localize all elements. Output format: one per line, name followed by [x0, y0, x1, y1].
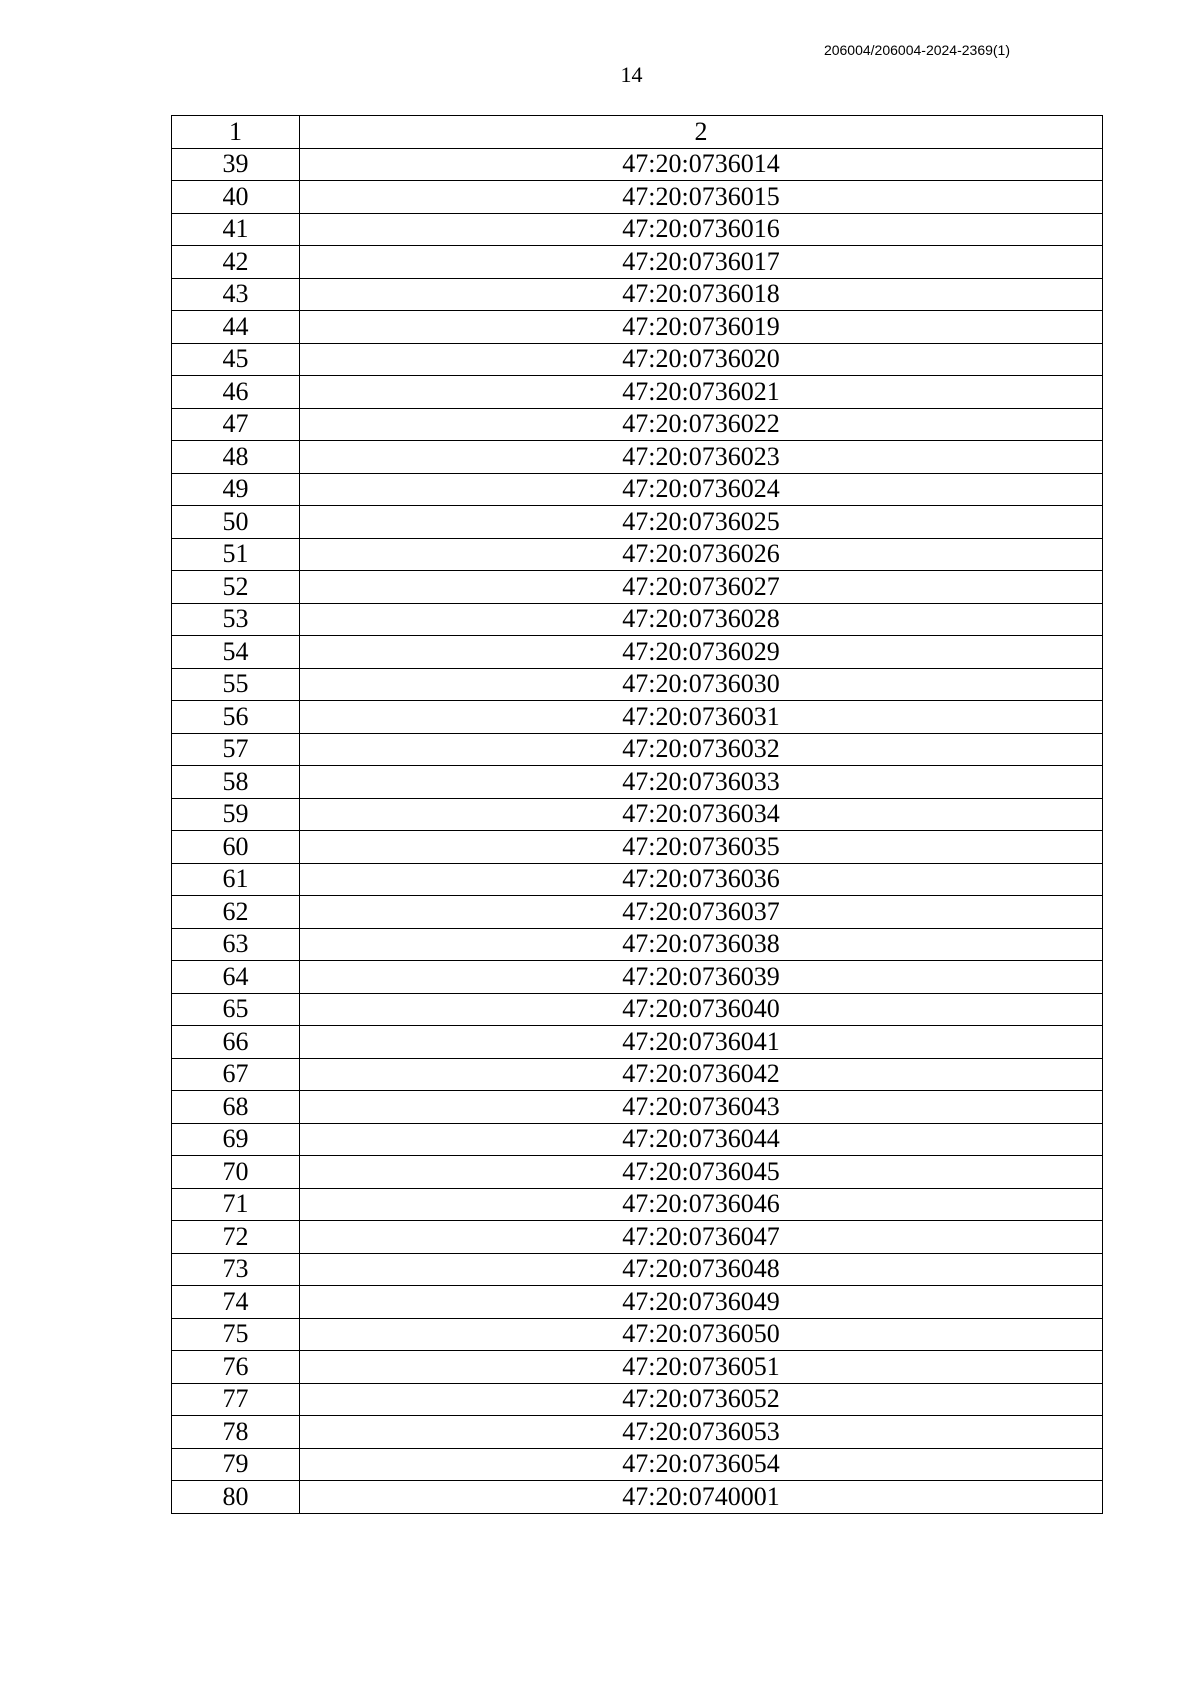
row-number-cell: 54 [172, 636, 300, 669]
row-number-cell: 63 [172, 928, 300, 961]
cadastral-number-cell: 47:20:0736015 [300, 181, 1103, 214]
row-number-cell: 39 [172, 148, 300, 181]
row-number-cell: 45 [172, 343, 300, 376]
table-row [172, 571, 1103, 604]
row-number-cell: 55 [172, 668, 300, 701]
row-number-cell: 56 [172, 701, 300, 734]
cadastral-number-cell: 47:20:0736020 [300, 343, 1103, 376]
cadastral-number-cell: 47:20:0736030 [300, 668, 1103, 701]
cadastral-number-cell: 47:20:0736022 [300, 408, 1103, 441]
cadastral-number-cell: 47:20:0736037 [300, 896, 1103, 929]
cadastral-number-cell: 47:20:0736045 [300, 1156, 1103, 1189]
cadastral-number-cell: 47:20:0736038 [300, 928, 1103, 961]
row-number-cell: 60 [172, 831, 300, 864]
row-number-cell: 68 [172, 1091, 300, 1124]
table-row [172, 668, 1103, 701]
cadastral-number-cell: 47:20:0736021 [300, 376, 1103, 409]
cadastral-number-cell: 47:20:0736028 [300, 603, 1103, 636]
cadastral-number-cell: 47:20:0736033 [300, 766, 1103, 799]
table-row [172, 993, 1103, 1026]
row-number-cell: 76 [172, 1351, 300, 1384]
row-number-cell: 79 [172, 1448, 300, 1481]
table-row [172, 506, 1103, 539]
table-row [172, 1481, 1103, 1514]
column-header-2: 2 [300, 116, 1103, 149]
cadastral-number-cell: 47:20:0736035 [300, 831, 1103, 864]
row-number-cell: 64 [172, 961, 300, 994]
table-row [172, 603, 1103, 636]
cadastral-number-cell: 47:20:0736036 [300, 863, 1103, 896]
table-row [172, 311, 1103, 344]
table-row [172, 733, 1103, 766]
table-row [172, 831, 1103, 864]
row-number-cell: 73 [172, 1253, 300, 1286]
table-row [172, 246, 1103, 279]
cadastral-number-cell: 47:20:0736034 [300, 798, 1103, 831]
row-number-cell: 58 [172, 766, 300, 799]
cadastral-number-cell: 47:20:0736046 [300, 1188, 1103, 1221]
cadastral-number-cell: 47:20:0736025 [300, 506, 1103, 539]
row-number-cell: 66 [172, 1026, 300, 1059]
row-number-cell: 70 [172, 1156, 300, 1189]
row-number-cell: 78 [172, 1416, 300, 1449]
cadastral-number-cell: 47:20:0736016 [300, 213, 1103, 246]
table-row [172, 701, 1103, 734]
cadastral-number-cell: 47:20:0736023 [300, 441, 1103, 474]
table-header-row [172, 116, 1103, 149]
table-row [172, 863, 1103, 896]
cadastral-number-cell: 47:20:0740001 [300, 1481, 1103, 1514]
row-number-cell: 62 [172, 896, 300, 929]
row-number-cell: 48 [172, 441, 300, 474]
row-number-cell: 43 [172, 278, 300, 311]
table-row [172, 1448, 1103, 1481]
cadastral-number-cell: 47:20:0736051 [300, 1351, 1103, 1384]
row-number-cell: 69 [172, 1123, 300, 1156]
table-row [172, 538, 1103, 571]
row-number-cell: 72 [172, 1221, 300, 1254]
row-number-cell: 61 [172, 863, 300, 896]
cadastral-number-cell: 47:20:0736050 [300, 1318, 1103, 1351]
table-row [172, 1058, 1103, 1091]
cadastral-number-cell: 47:20:0736042 [300, 1058, 1103, 1091]
cadastral-number-cell: 47:20:0736043 [300, 1091, 1103, 1124]
row-number-cell: 42 [172, 246, 300, 279]
table-row [172, 928, 1103, 961]
table-row [172, 1351, 1103, 1384]
table-row [172, 408, 1103, 441]
cadastral-number-cell: 47:20:0736041 [300, 1026, 1103, 1059]
table-row [172, 798, 1103, 831]
cadastral-number-cell: 47:20:0736014 [300, 148, 1103, 181]
table-row [172, 1318, 1103, 1351]
row-number-cell: 41 [172, 213, 300, 246]
cadastral-number-cell: 47:20:0736018 [300, 278, 1103, 311]
table-row [172, 1091, 1103, 1124]
table-row [172, 1156, 1103, 1189]
row-number-cell: 75 [172, 1318, 300, 1351]
document-id: 206004/206004-2024-2369(1) [823, 42, 1010, 58]
table-row [172, 1188, 1103, 1221]
table-row [172, 1026, 1103, 1059]
data-table [171, 115, 1103, 1514]
row-number-cell: 65 [172, 993, 300, 1026]
table-row [172, 636, 1103, 669]
cadastral-number-cell: 47:20:0736024 [300, 473, 1103, 506]
row-number-cell: 40 [172, 181, 300, 214]
row-number-cell: 44 [172, 311, 300, 344]
table-row [172, 1221, 1103, 1254]
page-number: 14 [620, 62, 643, 87]
cadastral-number-cell: 47:20:0736052 [300, 1383, 1103, 1416]
row-number-cell: 74 [172, 1286, 300, 1319]
cadastral-number-cell: 47:20:0736054 [300, 1448, 1103, 1481]
cadastral-number-cell: 47:20:0736047 [300, 1221, 1103, 1254]
table-row [172, 1123, 1103, 1156]
cadastral-number-cell: 47:20:0736026 [300, 538, 1103, 571]
table-row [172, 1416, 1103, 1449]
row-number-cell: 59 [172, 798, 300, 831]
cadastral-number-cell: 47:20:0736017 [300, 246, 1103, 279]
row-number-cell: 50 [172, 506, 300, 539]
row-number-cell: 49 [172, 473, 300, 506]
table-row [172, 376, 1103, 409]
row-number-cell: 51 [172, 538, 300, 571]
table-row [172, 1383, 1103, 1416]
cadastral-number-cell: 47:20:0736029 [300, 636, 1103, 669]
cadastral-number-cell: 47:20:0736049 [300, 1286, 1103, 1319]
table-row [172, 961, 1103, 994]
row-number-cell: 57 [172, 733, 300, 766]
row-number-cell: 71 [172, 1188, 300, 1221]
row-number-cell: 53 [172, 603, 300, 636]
table-row [172, 896, 1103, 929]
row-number-cell: 80 [172, 1481, 300, 1514]
row-number-cell: 47 [172, 408, 300, 441]
table-row [172, 278, 1103, 311]
cadastral-number-cell: 47:20:0736031 [300, 701, 1103, 734]
table-row [172, 1286, 1103, 1319]
table-row [172, 343, 1103, 376]
table-body [172, 148, 1103, 1513]
cadastral-number-cell: 47:20:0736053 [300, 1416, 1103, 1449]
row-number-cell: 46 [172, 376, 300, 409]
table-row [172, 473, 1103, 506]
row-number-cell: 67 [172, 1058, 300, 1091]
cadastral-number-cell: 47:20:0736040 [300, 993, 1103, 1026]
table-row [172, 148, 1103, 181]
table-row [172, 766, 1103, 799]
cadastral-number-cell: 47:20:0736048 [300, 1253, 1103, 1286]
row-number-cell: 77 [172, 1383, 300, 1416]
table-row [172, 181, 1103, 214]
table-row [172, 213, 1103, 246]
table-row [172, 1253, 1103, 1286]
cadastral-number-cell: 47:20:0736027 [300, 571, 1103, 604]
row-number-cell: 52 [172, 571, 300, 604]
cadastral-number-cell: 47:20:0736032 [300, 733, 1103, 766]
cadastral-number-cell: 47:20:0736044 [300, 1123, 1103, 1156]
column-header-1: 1 [172, 116, 300, 149]
cadastral-number-cell: 47:20:0736019 [300, 311, 1103, 344]
cadastral-number-cell: 47:20:0736039 [300, 961, 1103, 994]
table-row [172, 441, 1103, 474]
